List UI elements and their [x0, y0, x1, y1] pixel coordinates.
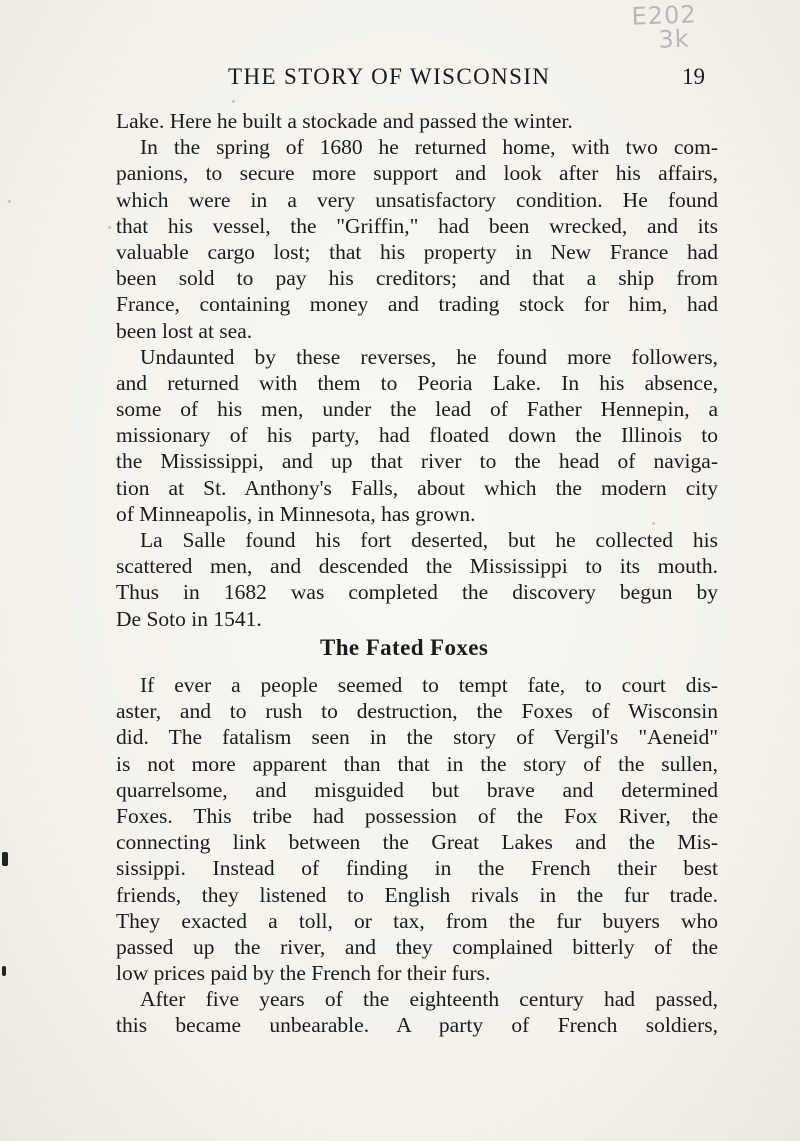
- page-number: 19: [682, 64, 705, 89]
- text-line: If ever a people seemed to tempt fate, to court dis-: [140, 673, 718, 697]
- paper-speck: [232, 100, 235, 103]
- text-line: valuable cargo lost; that his property in New France had: [116, 239, 718, 264]
- paper-speck: [652, 522, 655, 525]
- pencil-annotation-line-1: E202: [631, 0, 698, 31]
- text-line: La Salle found his fort deserted, but he collected his: [140, 528, 718, 552]
- text-line: been sold to pay his creditors; and that a ship from: [116, 266, 718, 291]
- section-heading: The Fated Foxes: [320, 635, 489, 660]
- pencil-annotation-line-2: 3k: [657, 24, 691, 54]
- text-line: After five years of the eighteenth century had passed,: [140, 987, 718, 1012]
- text-line: panions, to secure more support and look after his affairs,: [116, 161, 718, 186]
- text-line: France, containing money and trading stock for him, had: [116, 292, 718, 317]
- paper-speck: [108, 226, 111, 229]
- text-line: low prices paid by the French for their furs.: [116, 961, 491, 986]
- text-line: Thus in 1682 was completed the discovery begun by: [116, 580, 718, 605]
- text-line: this became unbearable. A party of French soldiers,: [116, 1013, 718, 1038]
- text-line: In the spring of 1680 he returned home, with two com-: [140, 135, 718, 160]
- text-line: which were in a very unsatisfactory condition. He found: [116, 187, 718, 212]
- text-line: the Mississippi, and up that river to the head of naviga-: [116, 449, 718, 474]
- text-line: been lost at sea.: [116, 318, 253, 343]
- text-line: is not more apparent than that in the story of the sullen,: [116, 751, 718, 776]
- text-line: passed up the river, and they complained bitterly of the: [116, 934, 718, 959]
- text-line: They exacted a toll, or tax, from the fur buyers who: [116, 908, 718, 933]
- text-line: Undaunted by these reverses, he found more followers,: [140, 344, 718, 369]
- text-line: and returned with them to Peoria Lake. In his absence,: [116, 370, 718, 395]
- margin-ink-mark: [2, 852, 8, 866]
- text-line: Foxes. This tribe had possession of the Fox River, the: [116, 803, 718, 828]
- text-line: tion at St. Anthony's Falls, about which the modern city: [116, 475, 718, 500]
- text-line: did. The fatalism seen in the story of Vergil's "Aeneid": [116, 725, 718, 750]
- body-text-lower: [116, 672, 718, 1039]
- text-line: sissippi. Instead of finding in the French their best: [116, 856, 718, 881]
- text-line: that his vessel, the "Griffin," had been wrecked, and its: [116, 213, 718, 238]
- body-text-upper: [116, 108, 718, 632]
- text-line: quarrelsome, and misguided but brave and determined: [116, 777, 718, 802]
- text-line: some of his men, under the lead of Father Hennepin, a: [116, 397, 718, 422]
- text-line: missionary of his party, had floated down the Illinois to: [116, 423, 718, 448]
- running-head: THE STORY OF WISCONSIN: [228, 64, 551, 89]
- text-line: of Minneapolis, in Minnesota, has grown.: [116, 501, 476, 526]
- text-line: Lake. Here he built a stockade and passed the winter.: [116, 109, 573, 133]
- margin-ink-mark: [2, 966, 6, 976]
- text-line: scattered men, and descended the Mississippi to its mouth.: [116, 554, 718, 579]
- text-line: De Soto in 1541.: [116, 606, 262, 631]
- text-line: connecting link between the Great Lakes and the Mis-: [116, 830, 718, 855]
- text-line: friends, they listened to English rivals in the fur trade.: [116, 882, 718, 907]
- paper-speck: [8, 200, 11, 203]
- text-line: aster, and to rush to destruction, the Foxes of Wisconsin: [116, 699, 718, 724]
- pencil-annotation: [631, 0, 783, 53]
- page-header: [0, 56, 800, 96]
